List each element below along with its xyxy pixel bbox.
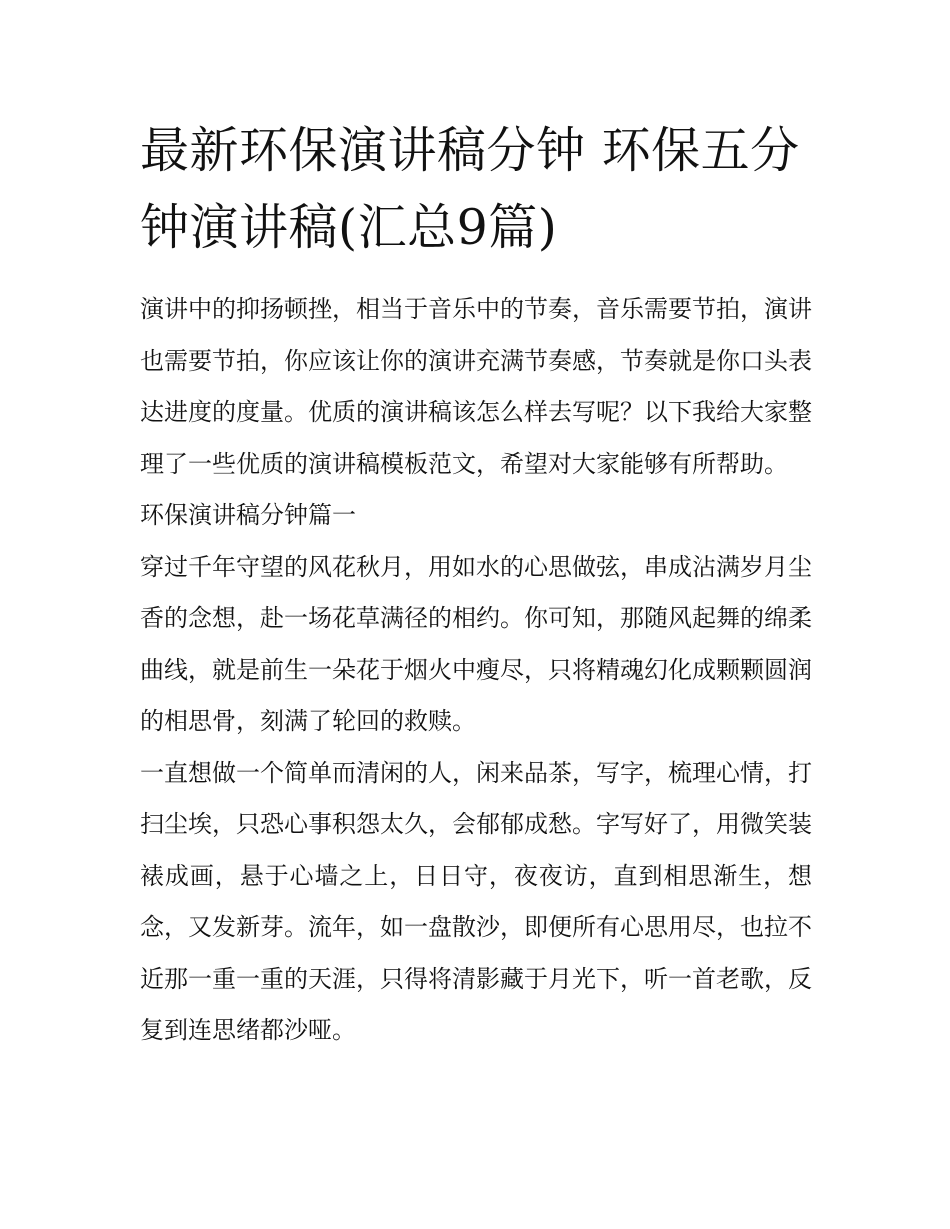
document-title: 最新环保演讲稿分钟 环保五分钟演讲稿(汇总9篇) [140,122,800,256]
document-page [140,112,812,1057]
section-heading: 环保演讲稿分钟篇一 [140,501,356,529]
body-paragraph-2: 一直想做一个简单而清闲的人，闲来品茶，写字，梳理心情，打扫尘埃，只恐心事积怨太久，会郁郁成愁。字写好了，用微笑装裱成画，悬于心墙之上，日日守，夜夜访，直到相思渐生，想念，又发新芽。流年，如一盘散沙，即便所有心思用尽，也拉不近那一重一重的天涯，只得将清影藏于月光下，听一首老歌，反复到连思绪都沙哑。 [140,758,812,1044]
body-paragraph-1: 穿过千年守望的风花秋月，用如水的心思做弦，串成沾满岁月尘香的念想，赴一场花草满径的相约。你可知，那随风起舞的绵柔曲线，就是前生一朵花于烟火中瘦尽，只将精魂幻化成颗颗圆润的相思骨，刻满了轮回的救赎。 [140,552,812,735]
intro-paragraph: 演讲中的抑扬顿挫，相当于音乐中的节奏，音乐需要节拍，演讲也需要节拍，你应该让你的演讲充满节奏感，节奏就是你口头表达进度的度量。优质的演讲稿该怎么样去写呢？以下我给大家整理了一些优质的演讲稿模板范文，希望对大家能够有所帮助。 [140,295,812,478]
